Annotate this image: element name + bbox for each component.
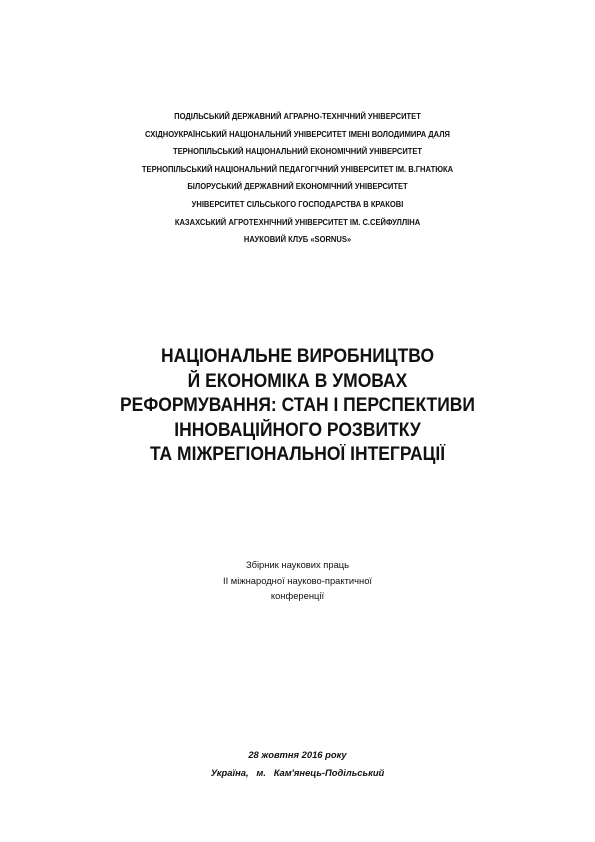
title-line: ТА МІЖРЕГІОНАЛЬНОЇ ІНТЕГРАЦІЇ bbox=[149, 444, 446, 465]
title-line: РЕФОРМУВАННЯ: СТАН І ПЕРСПЕКТИВИ bbox=[120, 395, 475, 416]
organizer-line: СХІДНОУКРАЇНСЬКИЙ НАЦІОНАЛЬНИЙ УНІВЕРСИТЕТ ІМЕНІ ВОЛОДИМИРА ДАЛЯ bbox=[145, 128, 450, 139]
conference-date-place bbox=[0, 746, 595, 782]
title-line: ІННОВАЦІЙНОГО РОЗВИТКУ bbox=[174, 419, 421, 441]
title-line: НАЦІОНАЛЬНЕ ВИРОБНИЦТВО bbox=[160, 346, 435, 367]
collection-line: Збірник наукових праць bbox=[245, 559, 350, 570]
organizer-line: БІЛОРУСЬКИЙ ДЕРЖАВНИЙ ЕКОНОМІЧНИЙ УНІВЕРСИТЕТ bbox=[187, 181, 408, 192]
organizer-line: КАЗАХСЬКИЙ АГРОТЕХНІЧНИЙ УНІВЕРСИТЕТ ІМ. С.СЕЙФУЛЛІНА bbox=[174, 216, 421, 227]
organizer-line: НАУКОВИЙ КЛУБ «SORNUS» bbox=[243, 234, 352, 245]
organizer-line: ПОДІЛЬСЬКИЙ ДЕРЖАВНИЙ АГРАРНО-ТЕХНІЧНИЙ УНІВЕРСИТЕТ bbox=[174, 111, 421, 121]
organizers-list bbox=[0, 108, 595, 249]
conference-place: Україна, м. Кам'янець-Подільський bbox=[210, 767, 385, 778]
conference-date: 28 жовтня 2016 року bbox=[248, 749, 347, 760]
collection-line: конференції bbox=[270, 590, 325, 602]
organizer-line: ТЕРНОПІЛЬСЬКИЙ НАЦІОНАЛЬНИЙ ЕКОНОМІЧНИЙ УНІВЕРСИТЕТ bbox=[172, 146, 423, 157]
organizer-line: ТЕРНОПІЛЬСЬКИЙ НАЦІОНАЛЬНИЙ ПЕДАГОГІЧНИЙ УНІВЕРСИТЕТ ІМ. В.ГНАТЮКА bbox=[141, 163, 454, 174]
collection-description bbox=[0, 557, 595, 604]
title-line: Й ЕКОНОМІКА В УМОВАХ bbox=[187, 370, 408, 392]
document-title bbox=[0, 345, 595, 468]
collection-line: ІІ міжнародної науково-практичної bbox=[222, 574, 373, 586]
organizer-line: УНІВЕРСИТЕТ СІЛЬСЬКОГО ГОСПОДАРСТВА В КРАКОВІ bbox=[191, 198, 404, 209]
